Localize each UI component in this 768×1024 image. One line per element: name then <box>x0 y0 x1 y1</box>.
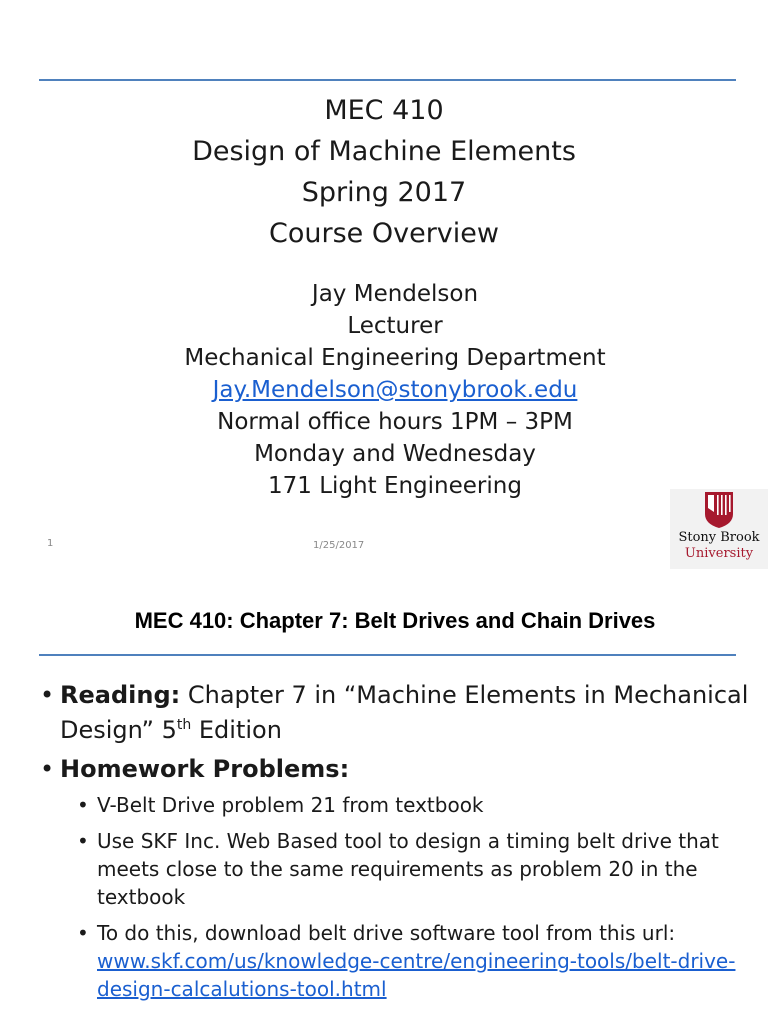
course-term: Spring 2017 <box>301 177 467 208</box>
instructor-role: Lecturer <box>347 313 443 339</box>
reading-suffix: Edition <box>191 716 282 744</box>
reading-label: Reading: <box>60 681 181 709</box>
office-hours: Normal office hours 1PM – 3PM <box>217 409 573 435</box>
instructor-email-link[interactable]: Jay.Mendelson@stonybrook.edu <box>212 377 578 403</box>
download-item <box>40 919 760 1003</box>
title-divider <box>39 654 736 656</box>
slide-number: 1 <box>47 538 54 549</box>
office-days: Monday and Wednesday <box>254 441 536 467</box>
homework-bullet <box>40 752 760 787</box>
download-text: To do this, download belt drive software tool from this url: <box>97 921 676 945</box>
slide-2 <box>0 578 768 1024</box>
homework-item: • Use SKF Inc. Web Based tool to design a timing belt drive that meets close to the same requirements as problem 20 in the textbook <box>77 829 719 909</box>
stony-brook-shield-icon <box>705 492 733 528</box>
reading-sup: th <box>176 717 192 733</box>
bullet-icon: • <box>77 793 89 817</box>
bullet-icon: • <box>40 681 55 709</box>
logo-university: University <box>684 546 754 561</box>
course-title <box>0 90 768 254</box>
course-name: Design of Machine Elements <box>192 136 576 167</box>
slide-date: 1/25/2017 <box>313 540 365 551</box>
instructor-department: Mechanical Engineering Department <box>184 345 606 371</box>
chapter-title: MEC 410: Chapter 7: Belt Drives and Chain Drives <box>134 608 656 633</box>
reading-text: Chapter 7 in “Machine Elements in Mechanical Design” 5 <box>60 681 749 744</box>
university-logo <box>670 489 768 569</box>
reading-bullet <box>40 678 760 748</box>
title-divider <box>39 79 736 81</box>
homework-label: Homework Problems: <box>60 755 350 783</box>
homework-item: • V-Belt Drive problem 21 from textbook <box>77 793 484 817</box>
course-subtitle: Course Overview <box>269 218 499 249</box>
office-room: 171 Light Engineering <box>268 473 522 499</box>
slide-body <box>40 678 760 1011</box>
bullet-icon: • <box>40 755 55 783</box>
logo-name: Stony Brook <box>678 530 760 545</box>
bullet-icon: • <box>77 829 89 853</box>
course-code: MEC 410 <box>324 95 444 126</box>
bullet-icon: • <box>77 921 89 945</box>
homework-list <box>40 791 760 1003</box>
skf-tool-link[interactable]: www.skf.com/us/knowledge-centre/engineering-tools/belt-drive-design-calcalutions-tool.html <box>97 949 736 1001</box>
instructor-info <box>0 278 768 502</box>
instructor-name: Jay Mendelson <box>311 281 479 307</box>
